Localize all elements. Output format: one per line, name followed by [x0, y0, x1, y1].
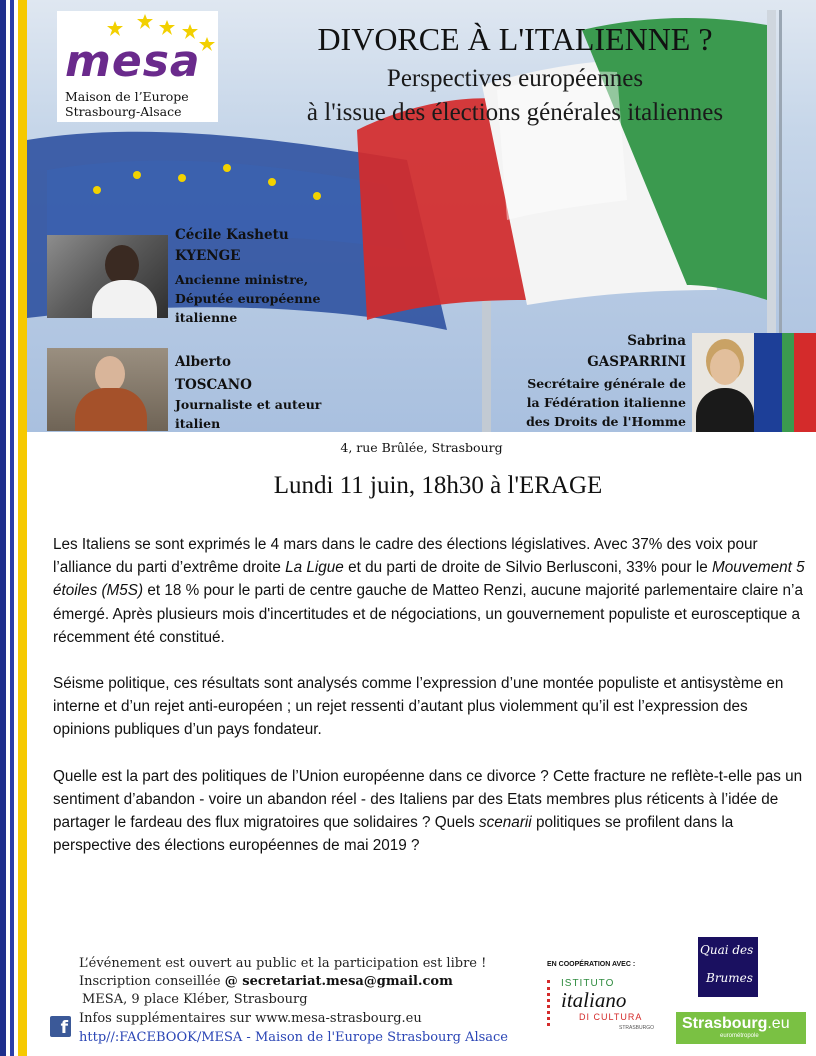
paragraph-1 [53, 533, 805, 649]
mesa-logo[interactable] [57, 11, 218, 122]
speaker-gasparrini-role-2: la Fédération italienne [526, 395, 686, 410]
facebook-icon[interactable]: f [50, 1016, 71, 1037]
paragraph-3 [53, 765, 805, 858]
subtitle-line-1: Perspectives européennes [386, 65, 644, 92]
speaker-kyenge-role-2: Députée européenne [175, 291, 321, 306]
footer-line-3: MESA, 9 place Kléber, Strasbourg [82, 992, 308, 1007]
quai-des-brumes-logo[interactable] [698, 937, 758, 997]
quai-line-1: Quai des [700, 943, 754, 957]
speaker-gasparrini-first: Sabrina [627, 333, 686, 349]
event-date: Lundi 11 juin, 18h30 à l'ERAGE [273, 472, 603, 499]
speaker-toscano-role-2: italien [175, 416, 221, 431]
p1-text-e: et 18 % pour le parti de centre gauche de Matteo Renzi, aucune majorité parlementaire claire n’a émergé. Après plusieurs mois d'incertitudes et de négociations, un gouvernement populiste et eurosceptique a récemment été constitué. [53, 582, 803, 646]
gasparrini-head [710, 349, 740, 385]
registration-label: Inscription conseillée [79, 974, 225, 989]
body-text [53, 533, 805, 857]
toscano-head [95, 356, 125, 392]
logo-line-2: Strasbourg-Alsace [65, 104, 182, 119]
kyenge-body [92, 280, 157, 318]
paragraph-2: Séisme politique, ces résultats sont analysés comme l’expression d’une montée populiste et antisystème en interne et d’un rejet anti-européen ; un rejet ressenti d’autant plus violemment qu’il est l’expression des opinions publiques d’un pays fondateur. [53, 675, 784, 739]
side-stripe-yellow [18, 0, 27, 1056]
p1-la-ligue: La Ligue [285, 559, 344, 577]
speaker-kyenge-first: Cécile Kashetu [175, 227, 289, 243]
speaker-photo-toscano [47, 348, 168, 431]
footer-line-1: L’événement est ouvert au public et la participation est libre ! [79, 956, 487, 971]
footer-line-2 [79, 973, 453, 991]
p1-text-c: et du parti de droite de Silvio Berlusconi, 33% pour le [343, 559, 713, 577]
strasbourg-eu-logo[interactable] [676, 1012, 806, 1044]
quai-line-2: Brumes [706, 971, 753, 985]
sxb-sub: eurométropole [720, 1033, 759, 1039]
gasparrini-flag-red [794, 333, 816, 432]
speaker-toscano-role-1: Journaliste et auteur [175, 397, 322, 412]
kyenge-figure [105, 245, 139, 285]
facebook-link[interactable]: http//:FACEBOOK/MESA - Maison de l'Europe Strasbourg Alsace [79, 1030, 508, 1045]
iic-line-2: italiano [561, 988, 627, 1012]
logo-line-1: Maison de l’Europe [65, 89, 189, 104]
logo-brand: mesa [65, 36, 201, 87]
gasparrini-flag-blue [754, 333, 782, 432]
speaker-gasparrini-last: GASPARRINI [587, 354, 686, 370]
speaker-gasparrini-role-3: des Droits de l'Homme [526, 414, 686, 429]
sxb-wordmark [682, 1015, 790, 1033]
coop-label: EN COOPÉRATION AVEC : [547, 961, 636, 968]
p3-text-a: Quelle est la part des politiques de l’Union européenne dans ce divorce ? Cette fracture ne reflète-t-elle pas un sentiment d’abandon - voire un abandon réel - des Italiens par des Etats membres plus réticents à l’idée de partager le fardeau des flux migratoires que solidaires ? Quels [53, 767, 803, 832]
iic-line-4: STRASBURGO [619, 1025, 655, 1031]
sxb-main: Strasbourg [682, 1015, 768, 1032]
iic-line-1: ISTITUTO [561, 978, 615, 989]
p3-text-c: politiques se profilent dans la perspective des élections européennes de mai 2019 ? [53, 814, 734, 855]
toscano-body [75, 388, 147, 431]
speaker-toscano-first: Alberto [175, 354, 231, 370]
speaker-gasparrini-role-1: Secrétaire générale de [527, 376, 686, 391]
p1-m5s: Mouvement 5 étoiles (M5S) [53, 559, 805, 600]
event-address: 4, rue Brûlée, Strasbourg [340, 440, 503, 455]
speaker-photo-gasparrini [692, 333, 816, 432]
registration-email[interactable]: @ secretariat.mesa@gmail.com [224, 974, 453, 989]
speaker-kyenge-last: KYENGE [175, 248, 241, 264]
p1-text-a: Les Italiens se sont exprimés le 4 mars dans le cadre des élections législatives. Avec 37% des voix pour l’alliance du parti d’extrême droite [53, 536, 758, 577]
speaker-kyenge-role-1: Ancienne ministre, [175, 272, 309, 287]
page-title: DIVORCE À L'ITALIENNE ? [317, 21, 713, 57]
p3-scenarii: scenarii [479, 814, 532, 832]
iic-line-3: DI CULTURA [579, 1012, 643, 1022]
iic-logo[interactable] [545, 976, 660, 1034]
speaker-kyenge-role-3: italienne [175, 310, 238, 325]
speaker-toscano-last: TOSCANO [175, 377, 252, 393]
gasparrini-flag-green [782, 333, 794, 432]
speaker-photo-kyenge [47, 235, 168, 318]
gasparrini-body [696, 388, 754, 432]
sxb-tld: .eu [767, 1015, 790, 1032]
footer-line-4[interactable]: Infos supplémentaires sur www.mesa-strasbourg.eu [79, 1011, 422, 1026]
subtitle-line-2: à l'issue des élections générales italiennes [306, 99, 724, 126]
